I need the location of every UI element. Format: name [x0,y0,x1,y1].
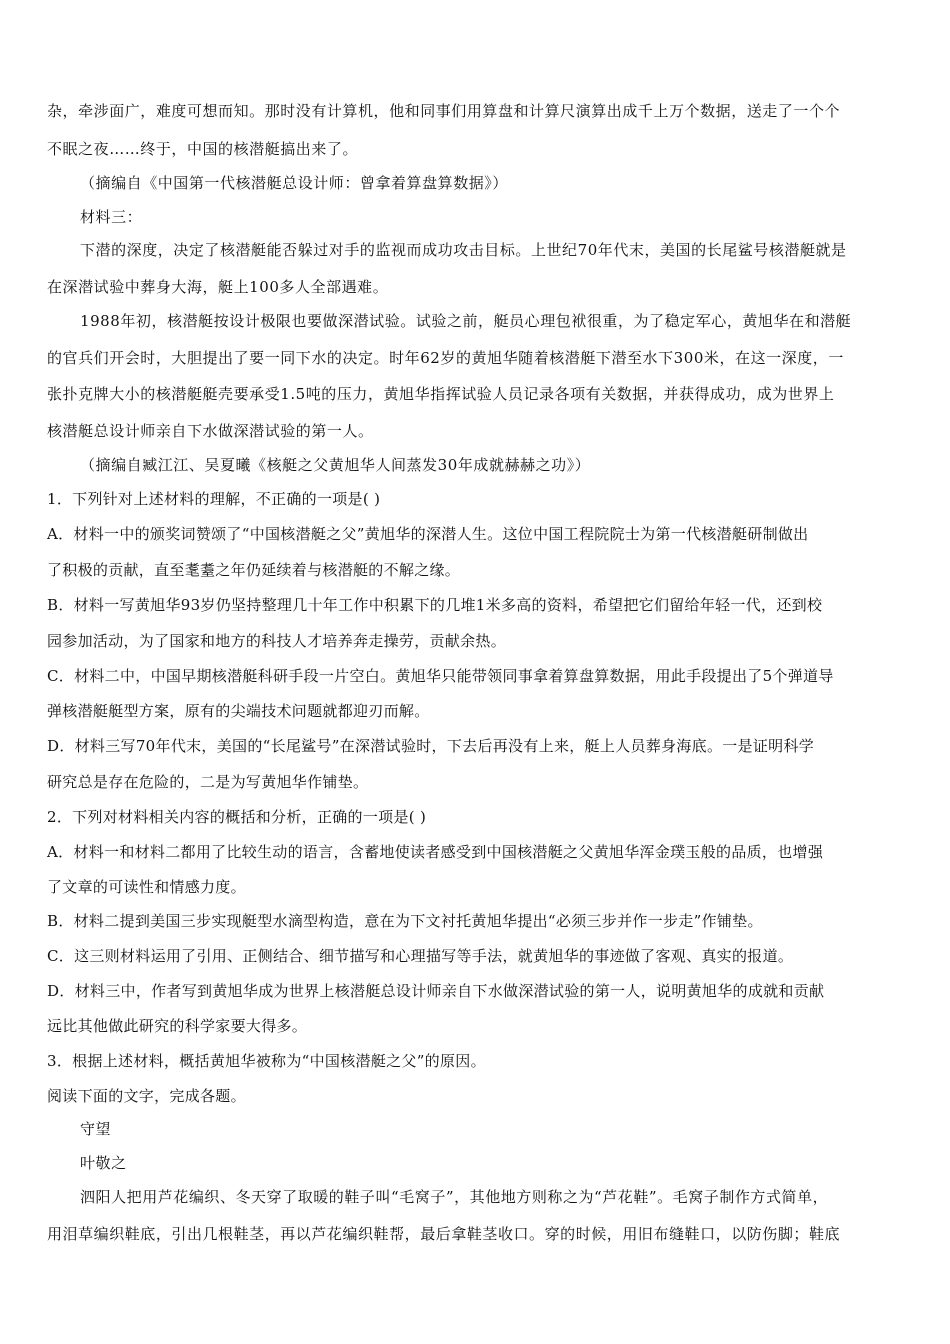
question-1-option-b: 园参加活动，为了国家和地方的科技人才培养奔走操劳，贡献余热。 [47,632,507,650]
section-heading: 材料三： [80,208,143,226]
question-1-option-b: B．材料一写黄旭华93岁仍坚持整理几十年工作中积累下的几堆1米多高的资料，希望把它们留给年轻一代，还到校 [47,596,823,614]
question-1-option-c: C．材料二中，中国早期核潜艇科研手段一片空白。黄旭华只能带领同事拿着算盘算数据，用此手段提出了5个弹道导 [47,667,834,685]
passage-title: 守望 [80,1120,112,1138]
source-citation: （摘编自《中国第一代核潜艇总设计师：曾拿着算盘算数据》） [80,174,508,192]
question-1-option-a: A．材料一中的颁奖词赞颂了“中国核潜艇之父”黄旭华的深潜人生。这位中国工程院院士为第一代核潜艇研制做出 [47,525,809,543]
text-line: 1988年初，核潜艇按设计极限也要做深潜试验。试验之前，艇员心理包袱很重，为了稳定军心，黄旭华在和潜艇 [80,312,852,330]
text-line: 不眠之夜……终于，中国的核潜艇搞出来了。 [47,140,359,158]
question-1-option-a: 了积极的贡献，直至耄耋之年仍延续着与核潜艇的不解之缘。 [47,561,461,579]
text-line: 杂，牵涉面广，难度可想而知。那时没有计算机，他和同事们用算盘和计算尺演算出成千上万个数据，送走了一个个 [47,102,841,120]
text-line: 张扑克牌大小的核潜艇艇壳要承受1.5吨的压力，黄旭华指挥试验人员记录各项有关数据，并获得成功，成为世界上 [47,385,835,403]
passage-author: 叶敬之 [80,1154,127,1172]
text-line: 下潜的深度，决定了核潜艇能否躲过对手的监视而成功攻击目标。上世纪70年代末，美国的长尾鲨号核潜艇就是 [80,241,847,259]
text-line: 用泪草编织鞋底，引出几根鞋茎，再以芦花编织鞋帮，最后拿鞋茎收口。穿的时候，用旧布缝鞋口，以防伤脚；鞋底 [47,1225,841,1243]
question-2-option-c: C．这三则材料运用了引用、正侧结合、细节描写和心理描写等手法，就黄旭华的事迹做了客观、真实的报道。 [47,947,794,965]
text-line: 核潜艇总设计师亲自下水做深潜试验的第一人。 [47,422,374,440]
question-2-stem: 2．下列对材料相关内容的概括和分析，正确的一项是( ) [47,808,427,826]
question-2-option-b: B．材料二提到美国三步实现艇型水滴型构造，意在为下文衬托黄旭华提出“必须三步并作一步走”作铺垫。 [47,912,763,930]
question-1-stem: 1．下列针对上述材料的理解，不正确的一项是( ) [47,490,381,508]
question-3-stem: 3．根据上述材料，概括黄旭华被称为“中国核潜艇之父”的原因。 [47,1052,486,1070]
reading-instruction: 阅读下面的文字，完成各题。 [47,1087,246,1105]
text-line: 在深潜试验中葬身大海，艇上100多人全部遇难。 [47,278,389,296]
question-2-option-d: D．材料三中，作者写到黄旭华成为世界上核潜艇总设计师亲自下水做深潜试验的第一人，说明黄旭华的成就和贡献 [47,982,825,1000]
question-1-option-c: 弹核潜艇艇型方案，原有的尖端技术问题就都迎刃而解。 [47,702,430,720]
question-1-option-d: 研究总是存在危险的，二是为写黄旭华作铺垫。 [47,773,369,791]
text-line: 的官兵们开会时，大胆提出了要一同下水的决定。时年62岁的黄旭华随着核潜艇下潜至水下300米，在这一深度，一 [47,349,844,367]
source-citation: （摘编自臧江江、吴夏曦《核艇之父黄旭华人间蒸发30年成就赫赫之功》） [80,456,591,474]
question-2-option-a: 了文章的可读性和情感力度。 [47,878,246,896]
text-line: 泗阳人把用芦花编织、冬天穿了取暖的鞋子叫“毛窝子”，其他地方则称之为“芦花鞋”。毛窝子制作方式简单， [80,1188,829,1206]
question-2-option-d: 远比其他做此研究的科学家要大得多。 [47,1017,308,1035]
question-2-option-a: A．材料一和材料二都用了比较生动的语言，含蓄地使读者感受到中国核潜艇之父黄旭华浑金璞玉般的品质，也增强 [47,843,824,861]
question-1-option-d: D．材料三写70年代末，美国的“长尾鲨号”在深潜试验时，下去后再没有上来，艇上人员葬身海底。一是证明科学 [47,737,815,755]
